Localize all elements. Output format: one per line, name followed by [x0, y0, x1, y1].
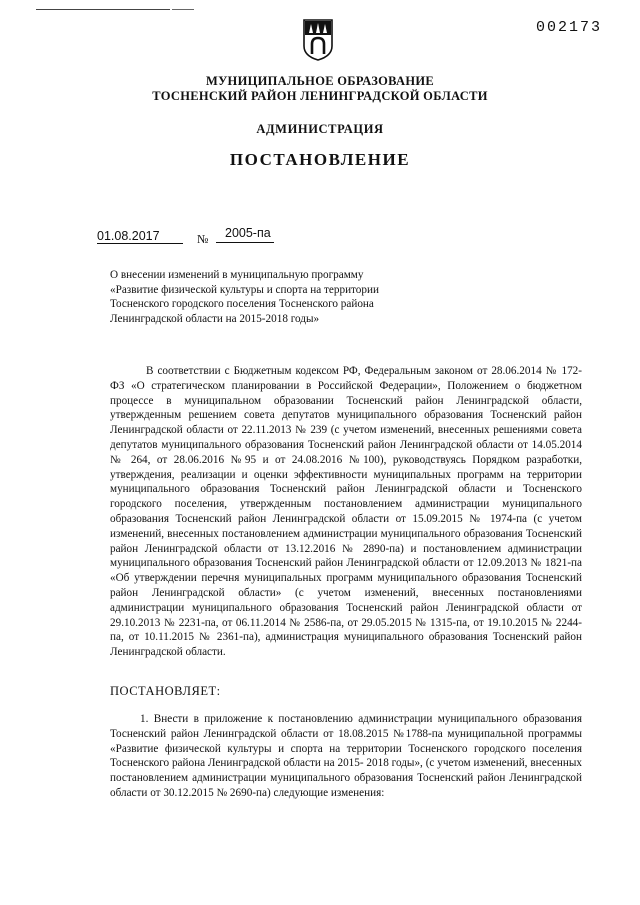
- decree-date-value: 01.08.2017: [97, 229, 160, 243]
- coat-of-arms-icon: [302, 18, 334, 62]
- subject-line: Тосненского городского поселения Тосненского района: [110, 298, 374, 311]
- resolve-heading: ПОСТАНОВЛЯЕТ:: [110, 684, 221, 698]
- org-title-line1: МУНИЦИПАЛЬНОЕ ОБРАЗОВАНИЕ: [205, 74, 435, 88]
- date-underline: [97, 243, 183, 244]
- decree-number: 2005-па: [225, 226, 271, 240]
- decree-heading: ПОСТАНОВЛЕНИЕ: [229, 150, 411, 169]
- org-title-line2: ТОСНЕНСКИЙ РАЙОН ЛЕНИНГРАДСКОЙ ОБЛАСТИ: [152, 89, 488, 103]
- document-serial-number: 002173: [535, 19, 602, 36]
- subject-line: Ленинградской области на 2015-2018 годы»: [110, 312, 320, 325]
- administration-heading: АДМИНИСТРАЦИЯ: [256, 122, 384, 136]
- scan-top-line: [36, 9, 170, 10]
- subject-line: О внесении изменений в муниципальную программу: [110, 269, 364, 281]
- decree-subject: [110, 268, 440, 326]
- number-sign: №: [197, 232, 209, 246]
- scan-top-line-short: [172, 9, 194, 10]
- subject-line: «Развитие физической культуры и спорта на территории: [110, 283, 379, 296]
- clause-1-paragraph: 1. Внести в приложение к постановлению администрации муниципального образования Тосненский район Ленинградской области от 18.08.2015 №1788-па муниципальной программы «Развитие физической культуры и спорта на территории Тосненского городского поселения Тосненского района Ленинградской области на 2015- 2018 годы», (с учетом изменений, внесенных постановлением администрации муниципального образования Тосненский район Ленинградской области от 30.12.2015 № 2690-па) следующие изменения:: [110, 713, 582, 799]
- preamble-paragraph: В соответствии с Бюджетным кодексом РФ, Федеральным законом от 28.06.2014 № 172-ФЗ «О стратегическом планировании в Российской Федерации», Положением о бюджетном процессе в муниципальном образовании Тосненский район Ленинградской области, утвержденным решением совета депутатов муниципального образования Тосненский район Ленинградской области от 22.11.2013 № 239 (с учетом изменений, внесенных решениями совета депутатов муниципального образования Тосненский район Ленинградской области от 14.05.2014 № 264, от 28.06.2016 №95 и от 24.08.2016 №100), руководствуясь Порядком разработки, утверждения, реализации и оценки эффективности муниципальных программ на территории муниципального образования Тосненский район Ленинградской области и Тосненского городского поселения, утвержденным постановлением администрации муниципального образования Тосненский район Ленинградской области от 15.09.2015 № 1974-па (с учетом изменений, внесенных постановлением администрации муниципального образования Тосненский район Ленинградской области от 13.12.2016 № 2890-па) и постановлением администрации муниципального образования Тосненский район Ленинградской области от 12.09.2013 № 1821-па «Об утверждении перечня муниципальных программ муниципального образования Тосненский район Ленинградской области» (с учетом изменений, внесенных постановлениями администрации муниципального образования Тосненский район Ленинградской области от 29.10.2013 № 2231-па, от 06.11.2014 № 2586-па, от 29.05.2015 № 1315-па, от 19.10.2015 № 2244-па, от 10.11.2015 № 2361-па), администрация муниципального образования Тосненский район Ленинградской области.: [110, 365, 582, 659]
- number-underline: [216, 242, 274, 243]
